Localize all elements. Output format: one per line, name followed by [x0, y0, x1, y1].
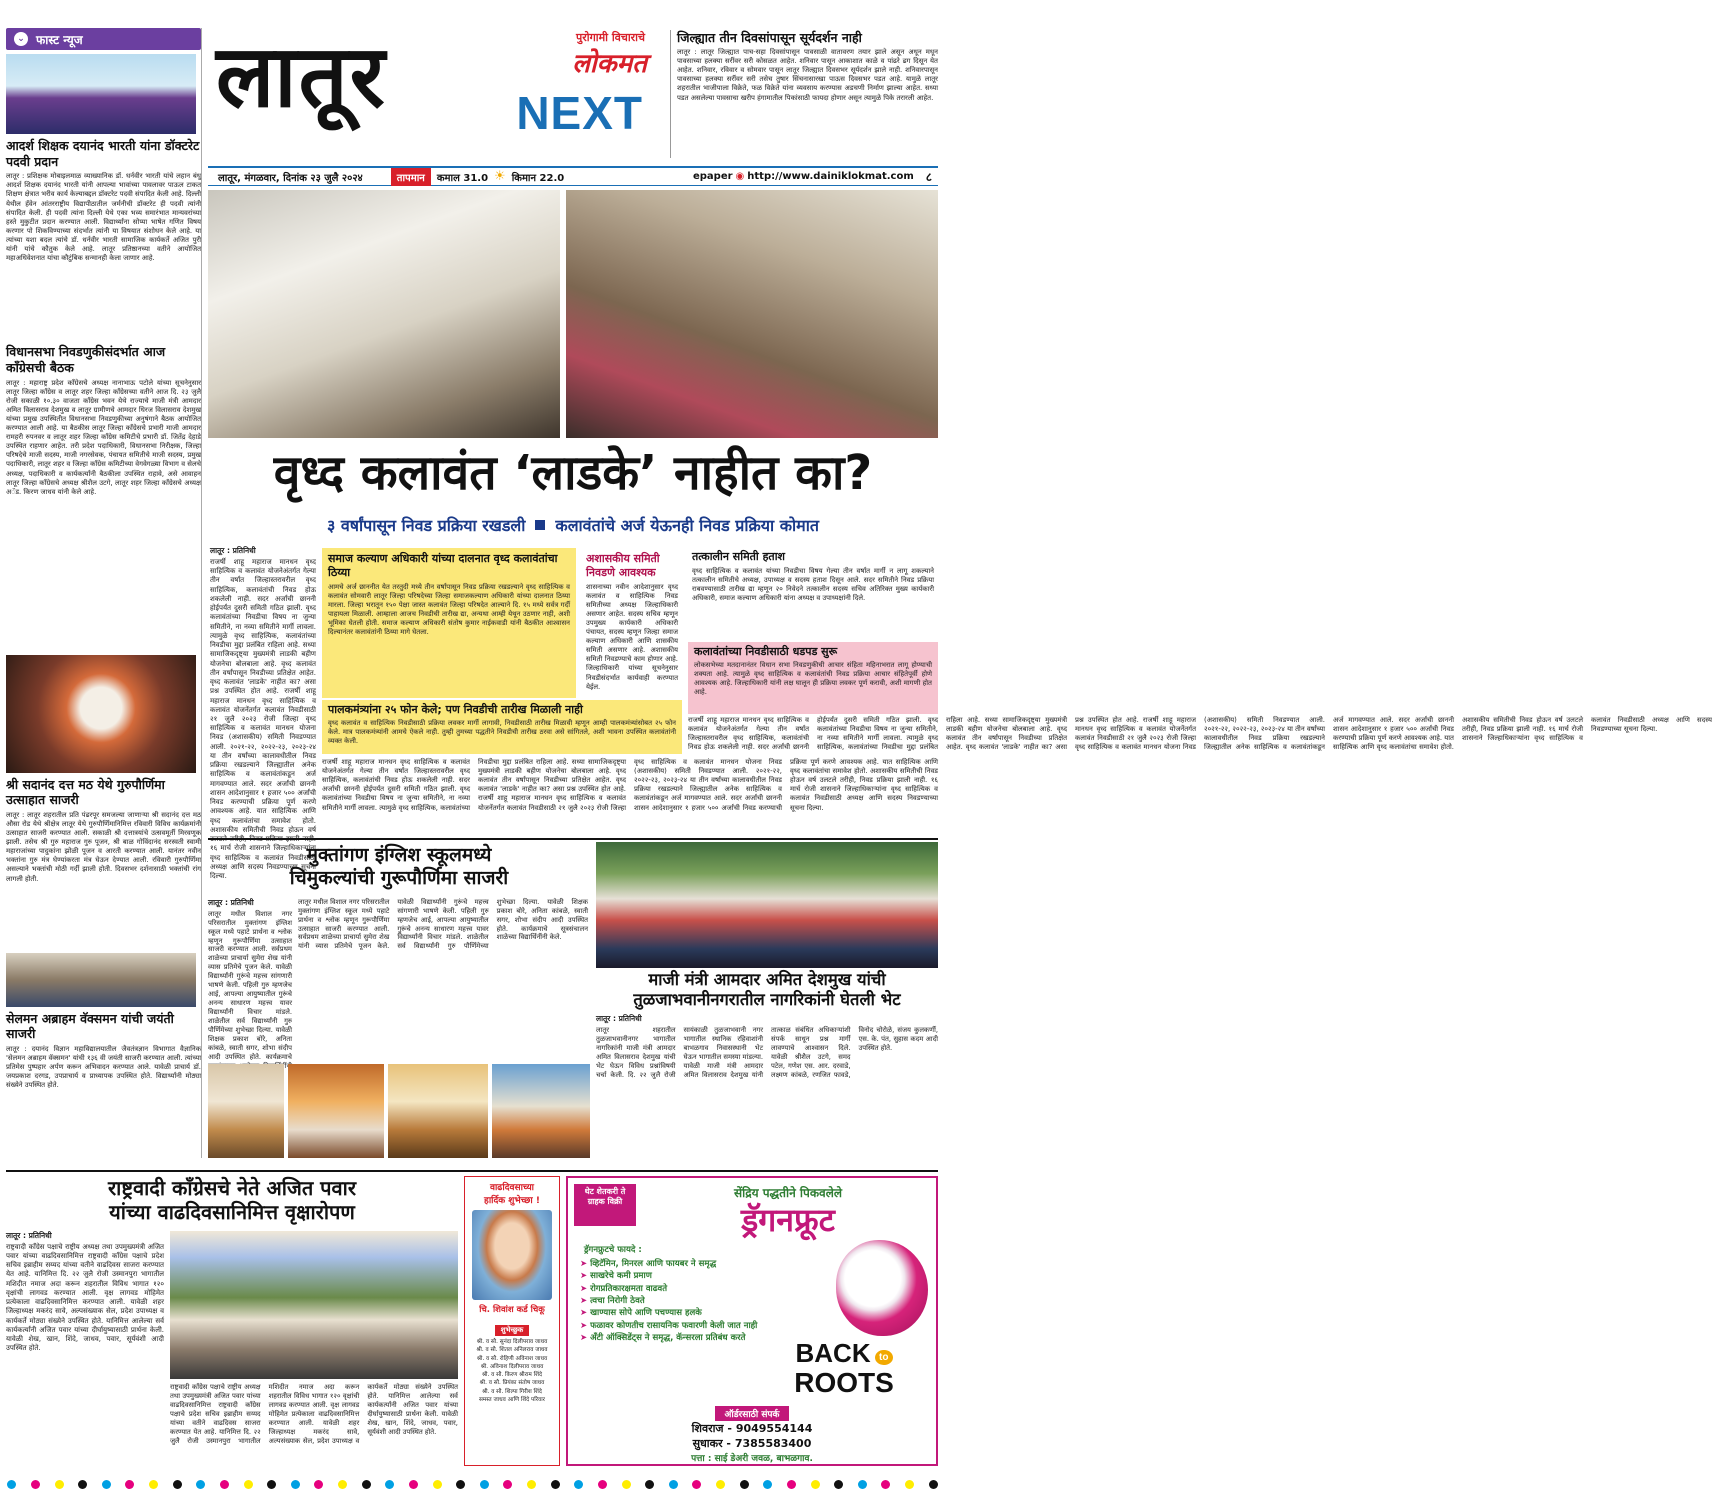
guardian-minister-title: पालकमंत्र्यांना २५ फोन केले; पण निवडीची तारीख मिळाली नाही [328, 703, 583, 716]
arrow-bullet-icon: ➤ [580, 1308, 591, 1319]
registration-dot [669, 1480, 678, 1489]
registration-dot [740, 1480, 749, 1489]
birthday-title-1: वाढदिवसाच्या [489, 1183, 535, 1193]
sidebar-story-title: विधानसभा निवडणुकीसंदर्भात आज काँग्रेसची बैठक [6, 344, 166, 375]
sidebar-story-title: श्री सदानंद दत्त मठ येथे गुरुपौर्णिमा उत्साहात साजरी [6, 776, 165, 808]
deshmukh-headline-1: माजी मंत्री आमदार अमित देशमुख यांची [648, 970, 886, 989]
masthead-next: NEXT [516, 87, 643, 139]
deshmukh-byline: लातूर : प्रतिनिधी [596, 1014, 642, 1024]
benefit-text: त्वचा निरोगी ठेवते [590, 1295, 645, 1306]
registration-dot [385, 1480, 394, 1489]
deshmukh-photo [596, 842, 938, 968]
old-committee-box [688, 548, 938, 640]
registration-dot [409, 1480, 418, 1489]
deshmukh-story [596, 970, 938, 1166]
benefit-text: साखरेचे कमी प्रमाण [590, 1271, 652, 1282]
dragonfruit-ad [566, 1176, 938, 1466]
registration-dot [267, 1480, 276, 1489]
website-url: http://www.dainiklokmat.com [747, 171, 914, 182]
logo-back: BACK [795, 1338, 871, 1368]
old-committee-body: वृध्द साहित्यिक व कलावंत यांच्या निवडीचा विषय गेल्या तीन वर्षांत मार्गी न लागू शकल्याने तत्कालीन समितीचे अध्यक्ष, उपाध्यक्ष व सदस्य हताश दिसून आले. सदर समितीने निवड प्रक्रिया राबवण्यासाठी तारीख द्या म्हणून २० निवेदने तत्कालीन सदस्य सचिव अतिरिक्त मुख्य कार्यकारी अधिकारी, समाज कल्याण अधिकारी यांना अध्यक्ष व उपाध्यक्षांनी दिले. [692, 566, 934, 603]
epaper-label: epaper [692, 171, 733, 182]
section-rule [6, 1170, 938, 1172]
benefit-item [580, 1295, 820, 1307]
graduation-photo [6, 54, 196, 134]
registration-dot [102, 1480, 111, 1489]
sidebar-story-body: लातूर : महाराष्ट्र प्रदेश काँग्रेसचे अध्यक्ष नानाभाऊ पटोले यांच्या सूचनेनुसार लातूर जिल्हा काँग्रेस व लातूर शहर जिल्हा काँग्रेसच्या वतीने आज दि. २३ जुलै रोजी सकाळी १०.३० वाजता काँग्रेस भवन येथे राज्याचे माजी मंत्री आमदार अमित विलासराव देशमुख व लातूर ग्रामीणचे आमदार धिरज विलासराव देशमुख यांच्या प्रमुख उपस्थितीत विधानसभा निवडणुकीच्या अनुषंगाने बैठक आयोजित करण्यात आली आहे. या बैठकीस लातूर जिल्हा काँग्रेसचे प्रभारी माजी आमदार रामहरी रुपनवर व लातूर शहर जिल्हा काँग्रेस कमिटीचे प्रभारी डॉ. जितेंद्र देहाडे उपस्थित राहणार आहेत. तरी प्रदेश पदाधिकारी, विधानसभा निरीक्षक, जिल्हा परिषदेचे माजी सदस्य, माजी नगरसेवक, पंचायत समितीचे माजी सदस्य, प्रमुख पदाधिकारी, लातूर शहर व जिल्हा काँग्रेस कमिटीच्या वेगवेगळ्या विभाग व सेलचे अध्यक्ष, पदाधिकारी व कार्यकर्त्यांनी बैठकीला उपस्थित राहावे, असे आवाहन लातूर जिल्हा काँग्रेसचे अध्यक्ष श्रीशैल उटगे, लातूर शहर जिल्हा काँग्रेसचे अध्यक्ष अॅड. किरण जाधव यांनी केले आहे. [6, 378, 201, 496]
wisher-item: श्री. व सौ. सुनंदा दिलीपराव जाधव [476, 1339, 548, 1345]
registration-dot [55, 1480, 64, 1489]
school-headline-1: मुक्तांगण इंग्लिश स्कूलमध्ये [306, 844, 492, 866]
lead-subhead-2: कलावंतांचे अर्ज येऊनही निवड प्रक्रिया कोमात [555, 516, 820, 535]
school-photo-3 [388, 1064, 488, 1158]
registration-dot [905, 1480, 914, 1489]
registration-dot [929, 1480, 938, 1489]
weather-story-title: जिल्ह्यात तीन दिवसांपासून सूर्यदर्शन नाही [677, 30, 862, 45]
registration-dot [763, 1480, 772, 1489]
school-body: लातूर मधील विशाल नगर परिसरातील मुक्तांगण इंग्लिश स्कूल मध्ये पहाटे प्रार्थना व श्लोक म्हणून गुरूपौर्णिमा उत्साहात साजरी करण्यात आली. सर्वप्रथम शाळेच्या प्राचार्या सुमेरा शेख यांनी व्यास प्रतिमेचे पूजन केले. यावेळी विद्यार्थ्यांनी गुरूंचे महत्त्व सांगणारी भाषणे केली. पहिली गुरु म्हणजेच आई, आपल्या आयुष्यातील गुरूंचे अनन्य साधारण महत्त्व यावर विद्यार्थ्यांनी विचार मांडले. शाळेतील सर्व विद्यार्थ्यांनी गुरु पौर्णिमेच्या शुभेच्छा दिल्या. यावेळी शिक्षक प्रकाश बोरे, अनिता कांबळे, स्वाती सगर, शोभा संदीप आदी उपस्थित होते. कार्यक्रमाचे [208, 909, 292, 1062]
wisher-item: समस्त जाधव आणि शिंदे परिवार [478, 1396, 546, 1403]
registration-dot [811, 1480, 820, 1489]
benefit-text: रोगप्रतिकारक्षमता वाढवते [590, 1283, 668, 1294]
child-name: चि. शिवांश कर्ड चिकू [479, 1305, 545, 1315]
registration-dot [645, 1480, 654, 1489]
benefits-label: ड्रॅगनफ्रुटचे फायदे : [584, 1245, 642, 1255]
lead-photo-left [208, 190, 560, 438]
deshmukh-headline-2: तुळजाभवानीनगरातील नागरिकांनी घेतली भेट [633, 990, 901, 1010]
contact-2: सुधाकर - 7385583400 [692, 1437, 812, 1450]
globe-icon: ◉ [735, 171, 745, 182]
birthday-title-2: हार्दिक शुभेच्छा ! [484, 1196, 540, 1206]
benefit-item [580, 1258, 820, 1270]
school-photo-1 [208, 1064, 284, 1158]
dragonfruit-image [836, 1240, 928, 1336]
sidebar-story-title: आदर्श शिक्षक दयानंद भारती यांना डॉक्टरेट पदवी प्रदान [6, 138, 200, 169]
lead-body: राजर्षी शाहू महाराज मानधन वृध्द साहित्यिक व कलावंत योजनेअंतर्गत गेल्या तीन वर्षांत जिल्हास्तरावरील वृध्द साहित्यिक, कलावंतांची निवड होऊ शकलेली नाही. सदर अर्जांची छाननी होईपर्यंत दुसरी समिती गठित झाली. वृध्द कलावंतांच्या निवडीचा विषय ना जुन्या समितीने, ना नव्या समितीने मार्गी लावला. त्यामुळे वृध्द साहित्यिक, कलावंतांच्या निवडीचा मुद्दा प्रलंबित राहिला आहे. सध्या सामाजिकदृष्ट्या मुख्यमंत्री लाडकी बहीण योजनेचा बोलबाला आहे. वृध्द कलावंत तीन वर्षांपासून निवडीच्या प्रतिक्षेत आहेत. वृध्द कलावंत 'लाडके' नाहीत का? असा प्रश्न उपस्थित होत आहे. राजर्षी शाहू महाराज मानधन वृध्द साहित्यिक व कलावंत योजनेंतर्गत कलावंत निवडीसाठी २१ जुलै २०२३ रोजी जिल्हा वृध्द साहित्यिक व कलावंत मानधन योजना निवड (अशासकीय) समिती निवडण्यात आली. २०२१-२२, २०२२-२३, २०२३-२४ या तीन वर्षांच्या कालावधीतील निवड प्रक्रिया रखडल्याने जिल्ह्यातील अनेक साहित्यिक व कलावंतांकडून अर्ज मागवण्यात आले. सदर अर्जांची छाननी शासन आदेशानुसार १ हजार ५०० अर्जांची निवड करण्याची प्रक्रिया पूर्ण करणे आवश्यक आहे. यात साहित्यिक आणि वृध्द कलावंतांचा समावेश होतो. अशासकीय समितीची निवड होऊन वर्ष उलटले तरीही, निवड प्रक्रिया झाली नाही. १६ मार्च रोजी शासनाने जिल्हाधिकाऱ्यांना वृध्द साहित्यिक व कलावंत निवडीसाठी अध्यक्ष आणि सदस्य निवडण्याच्या सूचना दिल्या. [210, 558, 316, 880]
logo-roots: ROOTS [794, 1367, 894, 1398]
page-number: ८ [925, 170, 932, 184]
registration-dot [7, 1480, 16, 1489]
lead-body-right: राजर्षी शाहू महाराज मानधन वृध्द साहित्यिक व कलावंत योजनेअंतर्गत गेल्या तीन वर्षांत जिल्हास्तरावरील वृध्द साहित्यिक, कलावंतांची निवड होऊ शकलेली नाही. सदर अर्जांची छाननी होईपर्यंत दुसरी समिती गठित झाली. वृध्द कलावंतांच्या निवडीचा विषय ना जुन्या समितीने, ना नव्या समितीने मार्गी लावला. त्यामुळे वृध्द साहित्यिक, कलावंतांच्या निवडीचा मुद्दा प्रलंबित राहिला आहे. सध्या सामाजिकदृष्ट्या मुख्यमंत्री लाडकी बहीण योजनेचा बोलबाला आहे. वृध्द कलावंत तीन वर्षांपासून निवडीच्या प्रतिक्षेत आहेत. वृध्द कलावंत 'लाडके' नाहीत का? असा प्रश्न उपस्थित होत आहे. राजर्षी शाहू महाराज मानधन वृध्द साहित्यिक व कलावंत योजनेंतर्गत कलावंत निवडीसाठी २१ जुलै २०२३ रोजी जिल्हा वृध्द साहित्यिक व कलावंत मानधन योजना निवड (अशासकीय) समिती निवडण्यात आली. २०२१-२२, २०२२-२३, २०२३-२४ या तीन वर्षांच्या कालावधीतील निवड प्रक्रिया रखडल्याने जिल्ह्यातील अनेक साहित्यिक व कलावंतांकडून अर्ज मागवण्यात आले. सदर अर्जांची छाननी शासन आदेशानुसार १ हजार ५०० अर्जांची निवड करण्याची प्रक्रिया पूर्ण करणे आवश्यक आहे. यात साहित्यिक आणि वृध्द कलावंतांचा समावेश होतो. अशासकीय समितीची निवड होऊन वर्ष उलटले तरीही, निवड प्रक्रिया झाली नाही. १६ मार्च रोजी शासनाने जिल्हाधिकाऱ्यांना वृध्द साहित्यिक व कलावंत निवडीसाठी अध्यक्ष आणि सदस्य निवडण्याच्या सूचना दिल्या. [688, 716, 1712, 752]
lead-subhead [208, 512, 938, 538]
order-box [568, 1402, 936, 1464]
registration-dot [858, 1480, 867, 1489]
registration-dot [291, 1480, 300, 1489]
school-photo-2 [288, 1064, 384, 1158]
collector-box-title: समाज कल्याण अधिकारी यांच्या दालनात वृध्द कलावंतांचा ठिय्या [328, 552, 558, 579]
benefit-text: व्हिटॅमिन, मिनरल आणि फायबर ने समृद्ध [590, 1259, 717, 1269]
wisher-item: श्री. व सौ. किरण श्रीराम शिंदे [482, 1372, 542, 1379]
arrow-bullet-icon: ➤ [580, 1259, 591, 1269]
registration-dot [598, 1480, 607, 1489]
sidebar-story-title: सेलमन अब्राहम वॅक्समन यांची जयंती साजरी [6, 1010, 174, 1042]
registration-marks [0, 1474, 945, 1494]
benefit-text: फळावर कोणतीच रासायनिक फवारणी केली जात नाही [590, 1320, 758, 1331]
committee-box [582, 548, 682, 698]
wishers-list [468, 1338, 556, 1404]
registration-dot [480, 1480, 489, 1489]
registration-dot [220, 1480, 229, 1489]
committee-box-body: शासनाच्या नवीन आदेशानुसार वृध्द कलावंत व साहित्यिक निवड समितीच्या अध्यक्ष जिल्हाधिकारी असणार आहेत. सदस्य सचिव म्हणून उपमुख्य कार्यकारी अधिकारी पंचायत, सदस्य म्हणून जिल्हा समाज कल्याण अधिकारी आणि शासकीय समिती असणार आहे. अशासकीय समिती निवडण्याचे काम होणार आहे. जिल्हाधिकारी यांच्या सूचनेनुसार निवडीसंदर्भात कार्यवाही करण्यात येईल. [586, 582, 678, 691]
address: पत्ता : साई डेअरी जवळ, बाभळगाव. [691, 1454, 813, 1464]
section-rule [208, 838, 938, 840]
ad-title: ड्रॅगनफ्रूट [741, 1201, 835, 1239]
fast-news-label: फास्ट न्यूज [36, 32, 83, 47]
square-bullet-icon [535, 520, 545, 530]
benefit-item [580, 1283, 820, 1295]
sidebar-story-body: लातूर : प्रशिक्षक मोबाइलमाळ व्याख्यानिक डॉ. धर्नवीर भारती यांचे लहान बंधु आदर्श शिक्षक दयानंद भारती यांनी आपल्या भावांच्या पावलावर पाऊल टाकत शिक्षण क्षेत्रात भरीव कार्य केल्याबद्दल डॉक्टरेट पदवी संपादित केली आहे. दिल्ली येथील हॅवेन आंतरराष्ट्रीय विद्यापीठातील जर्मनीची डॉक्टरेट ही पदवी त्यांनी संपादित केली. ही पदवी त्यांना दिल्ली येथे एका भव्य समारंभात मान्यवरांच्या हस्ते मुकुटीत प्रदान करण्यात आली. विद्यार्थ्यांना सोप्या भाषेत गणित विषय करणार पो शिकविण्याच्या संदर्भात त्यांनी या विषयात संशोधन केले आहे. या त्यांच्या यशा बदल त्यांचे डॉ. धर्नवीर भारती सामाजिक कार्यकर्ते अजित पुरी यांनी यांचे कौतुक केले आहे. लातूर प्रतिष्ठानच्या वतीने आयोजित महाअधिवेशनात यांचा कौटुंबिक सन्मानही केला जाणार आहे. [6, 172, 201, 263]
temperature-max: कमाल 31.0 [436, 172, 489, 184]
registration-dot [314, 1480, 323, 1489]
registration-dot [574, 1480, 583, 1489]
ncp-headline-1: राष्ट्रवादी काँग्रेसचे नेते अजित पवार [107, 1176, 357, 1200]
registration-dot [125, 1480, 134, 1489]
registration-dot [31, 1480, 40, 1489]
wisher-item: श्री. व सौ. शिल्पा गिरीश शिंदे [482, 1388, 542, 1395]
fast-news-sidebar [6, 28, 202, 1158]
farmer-tag: थेट शेतकरी ते ग्राहक विक्री [574, 1184, 636, 1226]
registration-dot [244, 1480, 253, 1489]
tree-plantation-photo [170, 1231, 458, 1379]
chevron-down-icon: ⌄ [14, 32, 28, 46]
school-body-cols: लातूर मधील विशाल नगर परिसरातील मुक्तांगण इंग्लिश स्कूल मध्ये पहाटे प्रार्थना व श्लोक म्हणून गुरूपौर्णिमा उत्साहात साजरी करण्यात आली. सर्वप्रथम शाळेच्या प्राचार्या सुमेरा शेख यांनी व्यास प्रतिमेचे पूजन केले. यावेळी विद्यार्थ्यांनी गुरूंचे महत्त्व सांगणारी भाषणे केली. पहिली गुरु म्हणजेच आई, आपल्या आयुष्यातील गुरूंचे अनन्य साधारण महत्त्व यावर विद्यार्थ्यांनी विचार मांडले. शाळेतील सर्व विद्यार्थ्यांनी गुरु पौर्णिमेच्या शुभेच्छा दिल्या. यावेळी शिक्षक प्रकाश बोरे, अनिता कांबळे, स्वाती सगर, शोभा संदीप आदी उपस्थित होते. कार्यक्रमाचे सूत्रसंचालन शाळेच्या विद्यार्थिनींनी केले. [298, 897, 588, 951]
school-photo-4 [492, 1064, 590, 1158]
registration-dot [149, 1480, 158, 1489]
benefit-item [580, 1307, 820, 1319]
arrow-bullet-icon: ➤ [580, 1271, 591, 1282]
guardian-minister-box [322, 700, 682, 754]
contact-1: शिवराज - 9049554144 [691, 1422, 813, 1435]
masthead-brand: लोकमत [572, 49, 647, 79]
masthead-tagline: पुरोगामी विचाराचे [575, 31, 645, 44]
old-committee-title: तत्कालीन समिती हताश [692, 550, 786, 563]
school-headline-2: चिमुकल्यांची गुरूपौर्णिमा साजरी [289, 866, 509, 889]
committee-box-title: अशासकीय समिती निवडणे आवश्यक [586, 552, 660, 579]
registration-dot [834, 1480, 843, 1489]
fast-news-banner [6, 28, 201, 50]
registration-dot [503, 1480, 512, 1489]
wisher-item: श्री. व सौ. प्रियंका संतोष जाधव [479, 1380, 545, 1387]
arrow-bullet-icon: ➤ [580, 1332, 591, 1343]
back-to-roots-logo [756, 1338, 932, 1398]
weather-story-body: लातूर : लातूर जिल्ह्यात पाच-सहा दिवसांपासून पावसाळी वातावरण तयार झाले असून अधून मधून पावसाच्या हलक्या सरींवर सरी कोसळत आहेत. शनिवार पासून आकाशात काळे व पांढरे ढग दिसून येत आहेत. शनिवार, रविवार व सोमवार पासून लातूर जिल्ह्यात दिवसभर सूर्यदर्शन झाले नाही. शनिवारपासून पावसाच्या हलक्या सरींवर सरी तसेच तुषार सिंचनासारखा पाऊस दिवसभर पडत आहे. यामुळे लातूर शहरातील भाजीपाला विक्रेते, फळ विक्रेते यांना व्यवसाय करण्यास अडचणी निर्माण झाल्या आहेत. सध्या पडत असलेल्या पावसाचा खरीप हंगामातील पिकांसाठी फायदा होणार असून त्यामुळे पिके तरारली आहेत. [677, 48, 938, 102]
ad-title-top: सेंद्रिय पद्धतीने पिकवलेले [733, 1186, 842, 1200]
registration-dot [692, 1480, 701, 1489]
deshmukh-body: लातूर शहरातील तुळजाभवानीनगर भागातील नागरिकांनी माजी मंत्री आमदार अमित विलासराव देशमुख यांची भेट घेऊन विविध प्रश्नांविषयी चर्चा केली. दि. २२ जुलै रोजी सायंकाळी तुळजाभवानी नगर भागातील स्थानिक रहिवाशांनी बाभळगाव निवासस्थानी भेट घेऊन भागातील समस्या मांडल्या. यावेळी माजी मंत्री आमदार अमित विलासराव देशमुख यांनी तात्काळ संबंधित अधिकाऱ्यांशी संपर्क साधून प्रश्न मार्गी लावण्याचे आश्वासन दिले. यावेळी श्रीशैल उटगे, समद पटेल, गणेश एस. आर. दरवाडे, लक्ष्मण कांबळे, रणजित फावडे, विनोद चोरोळे, संजय कुलकर्णी, एस. के. पंत, सुहास कदम आदी उपस्थित होते. [596, 1026, 938, 1080]
temperature-label: तापमान [391, 168, 431, 186]
sidebar-story-body: लातूर : दयानंद विज्ञान महाविद्यालयातील जैवतंत्रज्ञान विभागात वैज्ञानिक 'सेलमन अब्राहम वॅक्समन' यांची १३६ वी जयंती साजरी करण्यात आली. त्यांच्या प्रतिमेस पुष्पहार अर्पण करून अभिवादन करण्यात आले. यावेळी प्राचार्य डॉ. जयप्रकाश दरगड, उपप्राचार्य व प्राध्यापक उपस्थित होते. विद्यार्थ्यांनी मोठ्या संख्येने उपस्थित होते. [6, 1045, 201, 1090]
wisher-item: श्री. व सौ. शितल अनिलराव जाधव [476, 1347, 548, 1354]
lead-byline: लातूर : प्रतिनिधी [210, 546, 256, 555]
school-byline: लातूर : प्रतिनिधी [208, 897, 254, 907]
arrow-bullet-icon: ➤ [580, 1320, 591, 1331]
registration-dot [716, 1480, 725, 1489]
registration-dot [881, 1480, 890, 1489]
wishes-label: शुभेच्छुक [495, 1325, 530, 1336]
lead-photo-right [566, 190, 938, 438]
benefits-list [580, 1258, 820, 1344]
ncp-headline-2: यांच्या वाढदिवसानिमित्त वृक्षारोपण [109, 1200, 355, 1225]
selection-box-title: कलावंतांच्या निवडीसाठी धडपड सुरू [694, 645, 838, 658]
students-photo [6, 953, 196, 1007]
registration-dot [433, 1480, 442, 1489]
guardian-minister-body: वृध्द कलावंत व साहित्यिक निवडीसाठी प्रक्रिया लवकर मार्गी लागावी, निवडीसाठी तारीख मिळावी म्हणून आम्ही पालकमंत्र्यांसोबत २५ फोन केले. मात्र पालकमंत्र्यांनी आमचे ऐकले नाही. तुम्ही तुमच्या पद्धतीने निवडीची तारीख ठरवा असे सांगितले, अशी भावना उपस्थित कलावंतांनी व्यक्त केली. [328, 718, 676, 745]
order-label: ऑर्डरसाठी संपर्क [715, 1406, 790, 1421]
benefit-item [580, 1320, 820, 1332]
ncp-byline: लातूर : प्रतिनिधी [6, 1230, 52, 1240]
wisher-item: श्री. अविनाश दिलीपराव जाधव [480, 1363, 544, 1370]
benefit-text: खाण्यास सोपे आणि पचण्यास हलके [590, 1308, 702, 1319]
benefit-text: अँटी ऑक्सिडेंट्स ने समृद्ध, कॅन्सरला प्रतिबंध करते [590, 1332, 746, 1343]
lead-body-continued: राजर्षी शाहू महाराज मानधन वृध्द साहित्यिक व कलावंत योजनेअंतर्गत गेल्या तीन वर्षांत जिल्हास्तरावरील वृध्द साहित्यिक, कलावंतांची निवड होऊ शकलेली नाही. सदर अर्जांची छाननी होईपर्यंत दुसरी समिती गठित झाली. वृध्द कलावंतांच्या निवडीचा विषय ना जुन्या समितीने, ना नव्या समितीने मार्गी लावला. त्यामुळे वृध्द साहित्यिक, कलावंतांच्या निवडीचा मुद्दा प्रलंबित राहिला आहे. सध्या सामाजिकदृष्ट्या मुख्यमंत्री लाडकी बहीण योजनेचा बोलबाला आहे. वृध्द कलावंत तीन वर्षांपासून निवडीच्या प्रतिक्षेत आहेत. वृध्द कलावंत 'लाडके' नाहीत का? असा प्रश्न उपस्थित होत आहे. राजर्षी शाहू महाराज मानधन वृध्द साहित्यिक व कलावंत योजनेंतर्गत कलावंत निवडीसाठी २१ जुलै २०२३ रोजी जिल्हा वृध्द साहित्यिक व कलावंत मानधन योजना निवड (अशासकीय) समिती निवडण्यात आली. २०२१-२२, २०२२-२३, २०२३-२४ या तीन वर्षांच्या कालावधीतील निवड प्रक्रिया रखडल्याने जिल्ह्यातील अनेक साहित्यिक व कलावंतांकडून अर्ज मागवण्यात आले. सदर अर्जांची छाननी शासन आदेशानुसार १ हजार ५०० अर्जांची निवड करण्याची प्रक्रिया पूर्ण करणे आवश्यक आहे. यात साहित्यिक आणि वृध्द कलावंतांचा समावेश होतो. अशासकीय समितीची निवड होऊन वर्ष उलटले तरीही, निवड प्रक्रिया झाली नाही. १६ मार्च रोजी शासनाने जिल्हाधिकाऱ्यांना वृध्द साहित्यिक व कलावंत निवडीसाठी अध्यक्ष आणि सदस्य निवडण्याच्या सूचना दिल्या. [322, 758, 938, 812]
collector-box-body: आमचे अर्ज छाननीत येत तरतुदी मध्ये तीन वर्षांपासून निवड प्रक्रिया रखडल्याने वृध्द साहित्यिक व कलावंत सोमवारी लातूर जिल्हा परिषदेच्या जिल्हा समाजकल्याण अधिकारी यांच्या दालनात ठिय्या मारला. जिल्हा भरातून १५० पेक्षा जास्त कलावंत जिल्हा परिषदेत आल्याने दि. १५ मध्ये सर्वत्र गर्दी पाहायला मिळाली. आम्हाला आजच निवडीची तारीख द्या, अन्यथा आम्ही येथून उठणार नाही, अशी भूमिका घेतली होती. समाज कल्याण अधिकारी संतोष कुमार नाईकवाडी यांनी बैठकीत आश्वासन दिल्यानंतर कलावंतांनी ठिय्या मागे घेतला. [328, 582, 570, 637]
lead-headline: वृध्द कलावंत ‘लाडके’ नाहीत का? [273, 445, 873, 501]
lead-body-col [210, 546, 316, 880]
sidebar-story-body: लातूर : लातूर शहरातील प्रति पंढरपूर समजल्या जाणाऱ्या श्री सदानंद दत्त मठ औसा रोड येथे श्रीक्षेत्र लातूर येथे गुरुपौर्णिमानिमित्त रविवारी विविध कार्यक्रमांनी उत्साहात साजरी करण्यात आली. सकाळी श्री दत्तात्रयांचे उत्सवमूर्ती मिरवणूक झाली. तसेच श्री गुरु महाराज गुरु पूजन, श्री बाळ गोविंदानंद सरस्वती स्वामी महाराजांच्या पादुकांना झोळी पूजन व आरती करण्यात आली. यानंतर नवीन भक्तांना गुरु मंत्र घेण्यांकरता मंत्र घेऊन देण्यात आली. रविवारी गुरुपौर्णिमा असल्याने भक्तांची मोठी गर्दी झाली होती. दिवसभर दर्शनासाठी भक्तांची रांग लागली होती. [6, 810, 201, 883]
registration-dot [78, 1480, 87, 1489]
masthead [208, 28, 663, 164]
collector-box [322, 548, 576, 698]
ncp-story [6, 1176, 458, 1466]
registration-dot [338, 1480, 347, 1489]
registration-dot [196, 1480, 205, 1489]
birthday-ad [464, 1176, 560, 1466]
ncp-body: राष्ट्रवादी काँग्रेस पक्षाचे राष्ट्रीय अध्यक्ष तथा उपमुख्यमंत्री अजित पवार यांच्या वाढदिवसानिमित्त राष्ट्रवादी काँग्रेस पक्षाचे प्रदेश सचिव इब्राहीम सय्यद यांच्या वतीने वाढदिवस साजरा करण्यात येत आहे. यानिमित्त दि. २२ जुलै रोजी उस्मानपुरा भागातील मशिदीत नमाज अदा करून शहरातील विविध भागात १२० वृक्षांची लागवड करण्यात आली. वृक्ष लागवड मोहिमेत प्रत्येकाला वाढदिवसानिमित्त करण्यात आली. यावेळी शहर जिल्हाध्यक्ष मकरंद सावे, अल्पसंख्याक सेल, प्रदेश उपाध्यक्ष व कार्यकर्ते मोठ्या संख्येने उपस्थित होते. यानिमित्त आलेल्या सर्व कार्यकर्त्यांनी अजित पवार यांच्या दीर्घायुष्यासाठी प्रार्थना केली. यावेळी शेख, खान, शिंदे, जाधव, पवार, सूर्यवंशी आदी उपस्थित होते. [6, 1242, 164, 1353]
wisher-item: श्री. व सौ. रोहिणी अविनाश जाधव [476, 1355, 548, 1362]
registration-dot [551, 1480, 560, 1489]
selection-box-body: लोकसभेच्या मतदानानंतर विधान सभा निवडणुकीची आचार संहिता महिनाभरात लागू होण्याची शक्यता आहे. त्यामुळे वृध्द साहित्यिक व कलावंतांची निवड प्रक्रिया आचार संहितेपूर्वी होणे आवश्यक आहे. जिल्हाधिकारी यांनी लक्ष घालून ही प्रक्रिया लवकर पूर्ण करावी, अशी मागणी होत आहे. [694, 660, 932, 697]
sun-icon: ☀ [494, 169, 506, 184]
datta-math-photo [6, 655, 196, 773]
registration-dot [622, 1480, 631, 1489]
registration-dot [173, 1480, 182, 1489]
date-strip [208, 166, 938, 186]
dateline: लातूर, मंगळवार, दिनांक २३ जुलै २०२४ [218, 172, 363, 184]
masthead-title: लातूर [216, 27, 387, 127]
arrow-bullet-icon: ➤ [580, 1295, 591, 1306]
weather-story [670, 30, 938, 158]
registration-dot [787, 1480, 796, 1489]
arrow-bullet-icon: ➤ [580, 1283, 591, 1294]
logo-to: to [875, 1350, 892, 1365]
school-story [208, 842, 590, 1166]
registration-dot [362, 1480, 371, 1489]
ncp-body-cols: राष्ट्रवादी काँग्रेस पक्षाचे राष्ट्रीय अध्यक्ष तथा उपमुख्यमंत्री अजित पवार यांच्या वाढदिवसानिमित्त राष्ट्रवादी काँग्रेस पक्षाचे प्रदेश सचिव इब्राहीम सय्यद यांच्या वतीने वाढदिवस साजरा करण्यात येत आहे. यानिमित्त दि. २२ जुलै रोजी उस्मानपुरा भागातील मशिदीत नमाज अदा करून शहरातील विविध भागात १२० वृक्षांची लागवड करण्यात आली. वृक्ष लागवड मोहिमेत प्रत्येकाला वाढदिवसानिमित्त करण्यात आली. यावेळी शहर जिल्हाध्यक्ष मकरंद सावे, अल्पसंख्याक सेल, प्रदेश उपाध्यक्ष व कार्यकर्ते मोठ्या संख्येने उपस्थित होते. यानिमित्त आलेल्या सर्व कार्यकर्त्यांनी अजित पवार यांच्या दीर्घायुष्यासाठी प्रार्थना केली. यावेळी शेख, खान, शिंदे, जाधव, पवार, सूर्यवंशी आदी उपस्थित होते. [170, 1382, 458, 1445]
child-photo [472, 1210, 552, 1300]
registration-dot [527, 1480, 536, 1489]
temperature-min: किमान 22.0 [511, 172, 565, 184]
registration-dot [456, 1480, 465, 1489]
selection-box [688, 642, 938, 714]
lead-subhead-1: ३ वर्षांपासून निवड प्रक्रिया रखडली [326, 516, 526, 535]
benefit-item [580, 1270, 820, 1282]
